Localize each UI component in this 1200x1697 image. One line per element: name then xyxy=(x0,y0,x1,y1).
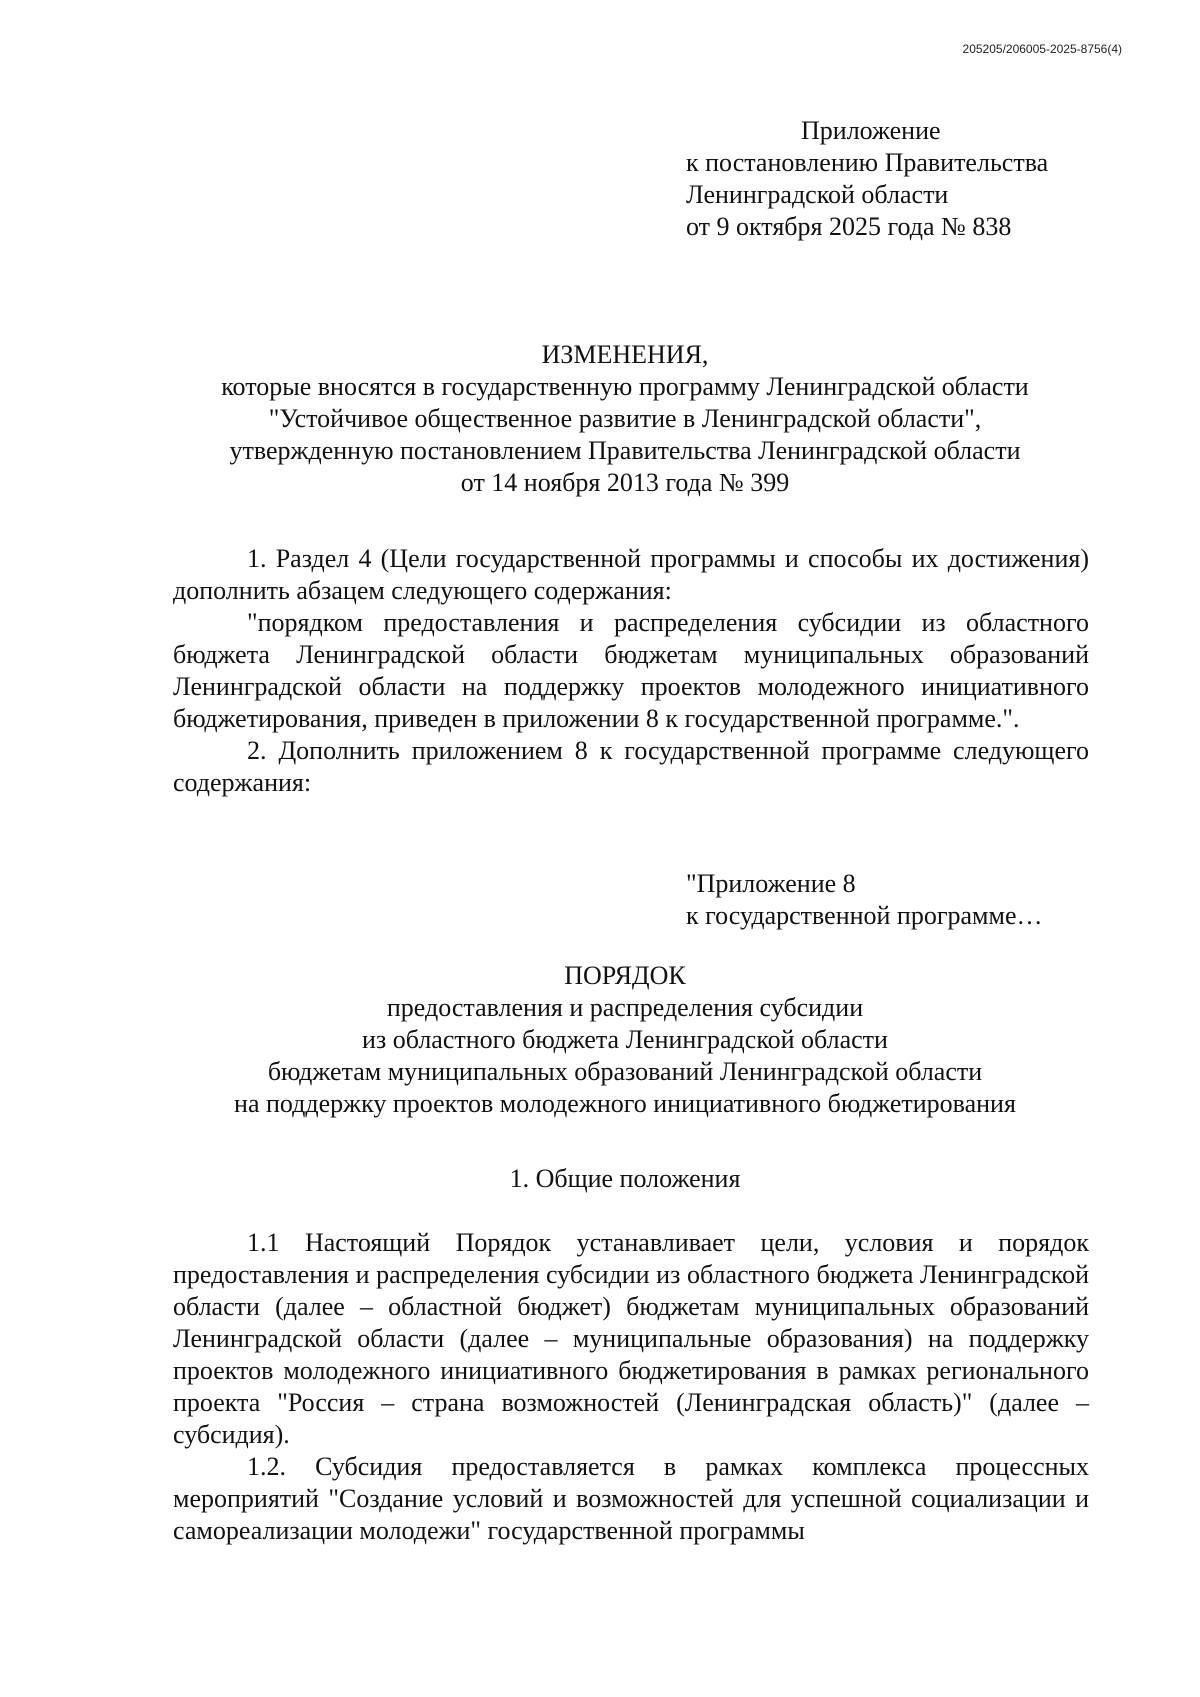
changes-title-line: "Устойчивое общественное развитие в Ленинградской области", xyxy=(268,404,982,433)
amendment-paragraph-1: 1. Раздел 4 (Цели государственной программы и способы их достижения) дополнить абзацем следующего содержания: xyxy=(173,544,1089,605)
changes-title-line: утвержденную постановлением Правительства Ленинградской области xyxy=(229,436,1021,465)
appendix-note-line: Ленинградской области xyxy=(686,180,949,209)
changes-title-line: от 14 ноября 2013 года № 399 xyxy=(460,468,790,497)
procedure-title-line: на поддержку проектов молодежного инициативного бюджетирования xyxy=(234,1089,1016,1118)
procedure-title xyxy=(150,960,1100,1120)
procedure-title-line: из областного бюджета Ленинградской области xyxy=(362,1025,888,1054)
changes-heading: ИЗМЕНЕНИЯ, xyxy=(541,340,709,369)
clause-1-2: 1.2. Субсидия предоставляется в рамках комплекса процессных мероприятий "Создание условий и возможностей для успешной социализации и самореализации молодежи" государственной программы xyxy=(173,1452,1089,1545)
appendix8-note xyxy=(686,868,1043,932)
changes-title xyxy=(150,339,1100,499)
amendments-text xyxy=(173,543,1089,799)
appendix8-note-line: к государственной программе… xyxy=(686,901,1043,930)
procedure-title-line: предоставления и распределения субсидии xyxy=(386,993,864,1022)
appendix8-note-line: "Приложение 8 xyxy=(686,869,856,898)
section-heading: 1. Общие положения xyxy=(509,1164,741,1193)
clause-1-1: 1.1 Настоящий Порядок устанавливает цели, условия и порядок предоставления и распределения субсидии из областного бюджета Ленинградской области (далее – областной бюджет) бюджетам муниципальных образований Ленинградской области (далее – муниципальные образования) на поддержку проектов молодежного инициативного бюджетирования в рамках регионального проекта "Россия – страна возможностей (Ленинградская область)" (далее – субсидия). xyxy=(173,1228,1089,1449)
general-provisions-text xyxy=(173,1227,1089,1547)
appendix-note-line: Приложение xyxy=(801,116,941,145)
appendix-note xyxy=(686,115,1048,243)
amendment-paragraph-2: 2. Дополнить приложением 8 к государственной программе следующего содержания: xyxy=(173,736,1089,797)
changes-title-line: которые вносятся в государственную программу Ленинградской области xyxy=(221,372,1029,401)
amendment-quote-paragraph: "порядком предоставления и распределения субсидии из областного бюджета Ленинградской области бюджетам муниципальных образований Ленинградской области на поддержку проектов молодежного инициативного бюджетирования, приведен в приложении 8 к государственной программе.". xyxy=(173,608,1089,733)
document-id: 205205/206005-2025-8756(4) xyxy=(962,42,1122,56)
appendix-note-line: от 9 октября 2025 года № 838 xyxy=(686,212,1012,241)
appendix-note-line: к постановлению Правительства xyxy=(686,148,1049,177)
procedure-heading: ПОРЯДОК xyxy=(564,961,686,990)
procedure-title-line: бюджетам муниципальных образований Ленинградской области xyxy=(267,1057,983,1086)
